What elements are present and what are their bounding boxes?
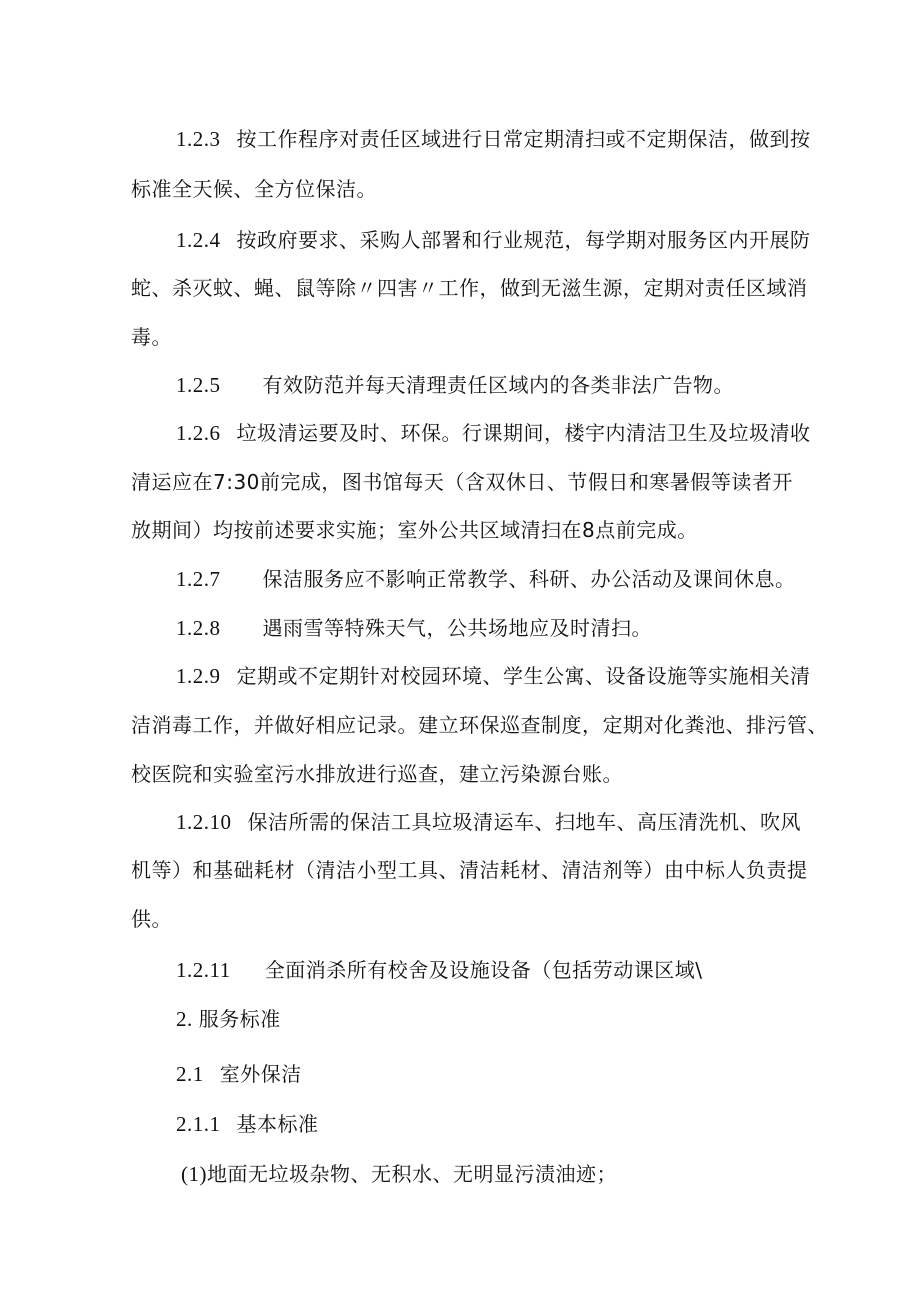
para-number: 1.2.4 (176, 228, 221, 252)
para-text: 保洁所需的保洁工具垃圾清运车、扫地车、高压清洗机、吹风 (247, 810, 801, 834)
para-text: 按政府要求、采购人部署和行业规范，每学期对服务区内开展防 (236, 228, 811, 252)
para-text: 按工作程序对责任区域进行日常定期清扫或不定期保洁，做到按 (236, 127, 811, 151)
para-text: 遇雨雪等特殊天气，公共场地应及时清扫。 (262, 616, 652, 640)
para-number: 1.2.6 (176, 421, 221, 445)
para-number: 1.2.3 (176, 127, 221, 151)
para-1-2-7 (176, 567, 796, 591)
list-item (181, 1162, 617, 1186)
para-1-2-5 (176, 373, 734, 397)
para-1-2-10-line-2: 机等）和基础耗材（清洁小型工具、清洁耗材、清洁剂等）由中标人负责提 (131, 858, 808, 882)
heading-number: 2. (176, 1007, 193, 1031)
para-1-2-10-line-1 (176, 810, 801, 834)
heading-text: 基本标准 (236, 1112, 319, 1136)
para-1-2-9-line-3: 校医院和实验室污水排放进行巡查，建立污染源台账。 (131, 762, 623, 786)
para-1-2-4-line-3: 毒。 (131, 325, 172, 349)
para-number: 1.2.8 (176, 616, 221, 640)
para-text: 保洁服务应不影响正常教学、科研、办公活动及课间休息。 (262, 567, 796, 591)
para-text: 垃圾清运要及时、环保。行课期间，楼宇内清洁卫生及垃圾清收 (236, 421, 811, 445)
para-1-2-8 (176, 616, 652, 640)
para-number: 1.2.5 (176, 373, 221, 397)
para-1-2-6-line-3: 放期间）均按前述要求实施；室外公共区域清扫在8点前完成。 (131, 518, 698, 542)
item-number: (1) (181, 1162, 207, 1186)
item-text: 地面无垃圾杂物、无积水、无明显污渍油迹； (207, 1162, 617, 1186)
para-text: 全面消杀所有校舍及设施设备（包括劳动课区域\ (264, 958, 703, 982)
para-1-2-4-line-2: 蛇、杀灭蚊、蝇、鼠等除〃四害〃工作，做到无滋生源，定期对责任区域消 (131, 276, 808, 300)
para-1-2-4-line-1 (176, 228, 811, 252)
para-1-2-10-line-3: 供。 (131, 907, 172, 931)
para-text: 有效防范并每天清理责任区域内的各类非法广告物。 (262, 373, 734, 397)
para-1-2-3-line-1 (176, 127, 811, 151)
para-number: 1.2.7 (176, 567, 221, 591)
heading-2 (176, 1007, 281, 1031)
heading-text: 室外保洁 (219, 1062, 302, 1086)
para-number: 1.2.9 (176, 664, 221, 688)
heading-number: 2.1 (176, 1062, 204, 1086)
heading-number: 2.1.1 (176, 1112, 221, 1136)
para-1-2-6-line-1 (176, 421, 811, 445)
para-1-2-3-line-2: 标准全天候、全方位保洁。 (131, 177, 377, 201)
heading-text: 服务标准 (198, 1007, 281, 1031)
para-1-2-11 (176, 958, 702, 982)
heading-2-1 (176, 1062, 302, 1086)
para-text: 定期或不定期针对校园环境、学生公寓、设备设施等实施相关清 (236, 664, 811, 688)
heading-2-1-1 (176, 1112, 319, 1136)
para-number: 1.2.10 (176, 810, 232, 834)
para-1-2-9-line-2: 洁消毒工作，并做好相应记录。建立环保巡查制度，定期对化粪池、排污管、 (131, 713, 828, 737)
para-1-2-6-line-2: 清运应在7:30前完成，图书馆每天（含双休日、节假日和寒暑假等读者开 (131, 470, 793, 494)
para-1-2-9-line-1 (176, 664, 811, 688)
para-number: 1.2.11 (176, 958, 231, 982)
